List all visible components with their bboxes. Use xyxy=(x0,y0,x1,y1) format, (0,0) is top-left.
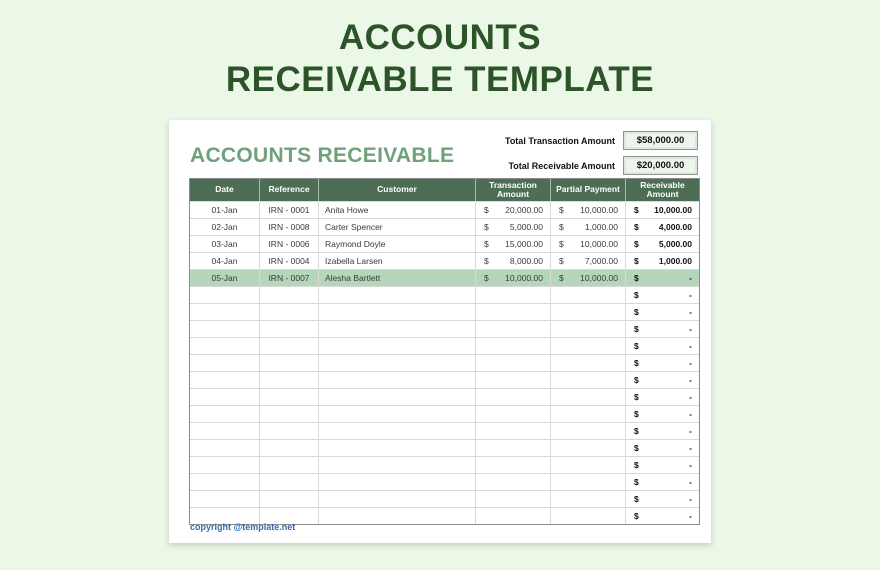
receivable-amount-cell[interactable] xyxy=(626,372,699,388)
transaction-amount-cell[interactable] xyxy=(476,423,551,439)
total-transaction-value[interactable]: $58,000.00 xyxy=(623,131,698,150)
currency-symbol: $ xyxy=(484,239,489,249)
partial-payment-cell[interactable] xyxy=(551,457,626,473)
receivable-amount-cell[interactable] xyxy=(626,440,699,456)
transaction-amount-cell[interactable] xyxy=(476,287,551,303)
total-receivable-value[interactable]: $20,000.00 xyxy=(623,156,698,175)
partial-payment-cell[interactable] xyxy=(551,253,626,269)
amount-value: - xyxy=(689,426,692,436)
reference-cell[interactable] xyxy=(260,355,319,371)
receivable-amount-cell[interactable] xyxy=(626,287,699,303)
amount-value: - xyxy=(689,409,692,419)
page-title xyxy=(0,17,880,101)
table-row[interactable] xyxy=(190,473,699,490)
reference-cell[interactable] xyxy=(260,440,319,456)
date-cell[interactable] xyxy=(190,406,260,422)
partial-payment-cell[interactable] xyxy=(551,508,626,524)
transaction-amount-cell[interactable] xyxy=(476,270,551,286)
customer-cell[interactable] xyxy=(319,474,476,490)
customer-cell[interactable]: Izabella Larsen xyxy=(319,253,476,269)
transaction-amount-cell[interactable] xyxy=(476,491,551,507)
reference-cell[interactable]: IRN - 0008 xyxy=(260,219,319,235)
customer-cell[interactable] xyxy=(319,423,476,439)
customer-cell[interactable] xyxy=(319,491,476,507)
reference-cell[interactable] xyxy=(260,457,319,473)
currency-symbol: $ xyxy=(484,222,489,232)
receivable-amount-cell[interactable] xyxy=(626,270,699,286)
currency-symbol: $ xyxy=(634,324,639,334)
amount-value: - xyxy=(689,273,692,283)
partial-payment-cell[interactable] xyxy=(551,270,626,286)
amount-value: 4,000.00 xyxy=(658,222,692,232)
customer-cell[interactable] xyxy=(319,440,476,456)
receivable-amount-cell[interactable] xyxy=(626,202,699,218)
column-header: Receivable Amount xyxy=(640,179,685,199)
date-cell[interactable] xyxy=(190,389,260,405)
table-row[interactable] xyxy=(190,354,699,371)
customer-cell[interactable] xyxy=(319,304,476,320)
reference-cell[interactable]: IRN - 0007 xyxy=(260,270,319,286)
date-cell[interactable] xyxy=(190,338,260,354)
summary-panel xyxy=(505,131,698,181)
partial-payment-cell[interactable] xyxy=(551,389,626,405)
receivable-amount-cell[interactable] xyxy=(626,406,699,422)
date-cell[interactable] xyxy=(190,355,260,371)
reference-cell[interactable] xyxy=(260,491,319,507)
currency-symbol: $ xyxy=(634,511,639,521)
date-cell[interactable] xyxy=(190,491,260,507)
currency-symbol: $ xyxy=(634,273,639,283)
partial-payment-cell[interactable] xyxy=(551,202,626,218)
date-cell[interactable]: 04-Jan xyxy=(190,253,260,269)
table-row[interactable] xyxy=(190,201,699,218)
currency-symbol: $ xyxy=(559,222,564,232)
amount-value: 1,000.00 xyxy=(658,256,692,266)
amount-value: - xyxy=(689,307,692,317)
partial-payment-cell[interactable] xyxy=(551,491,626,507)
currency-symbol: $ xyxy=(484,205,489,215)
table-row[interactable] xyxy=(190,303,699,320)
table-row[interactable] xyxy=(190,490,699,507)
currency-symbol: $ xyxy=(634,205,639,215)
customer-cell[interactable] xyxy=(319,457,476,473)
transaction-amount-cell[interactable] xyxy=(476,508,551,524)
customer-cell[interactable]: Anita Howe xyxy=(319,202,476,218)
customer-cell[interactable] xyxy=(319,355,476,371)
date-cell[interactable]: 02-Jan xyxy=(190,219,260,235)
transaction-amount-cell[interactable] xyxy=(476,355,551,371)
receivable-amount-cell[interactable] xyxy=(626,253,699,269)
amount-value: - xyxy=(689,341,692,351)
reference-cell[interactable] xyxy=(260,423,319,439)
amount-value: 10,000.00 xyxy=(580,205,618,215)
receivable-amount-cell[interactable] xyxy=(626,491,699,507)
amount-value: - xyxy=(689,511,692,521)
customer-cell[interactable]: Alesha Bartlett xyxy=(319,270,476,286)
reference-cell[interactable] xyxy=(260,389,319,405)
receivable-amount-cell[interactable] xyxy=(626,338,699,354)
transaction-amount-cell[interactable] xyxy=(476,406,551,422)
amount-value: - xyxy=(689,358,692,368)
currency-symbol: $ xyxy=(634,460,639,470)
currency-symbol: $ xyxy=(634,290,639,300)
transaction-amount-cell[interactable] xyxy=(476,321,551,337)
amount-value: - xyxy=(689,375,692,385)
table-row[interactable] xyxy=(190,405,699,422)
table-row[interactable] xyxy=(190,337,699,354)
reference-cell[interactable]: IRN - 0004 xyxy=(260,253,319,269)
currency-symbol: $ xyxy=(559,273,564,283)
currency-symbol: $ xyxy=(634,375,639,385)
amount-value: 10,000.00 xyxy=(580,273,618,283)
sheet-heading: ACCOUNTS RECEIVABLE xyxy=(190,144,455,167)
currency-symbol: $ xyxy=(634,222,639,232)
amount-value: 20,000.00 xyxy=(505,205,543,215)
table-row[interactable] xyxy=(190,269,699,286)
receivable-amount-cell[interactable] xyxy=(626,236,699,252)
currency-symbol: $ xyxy=(634,392,639,402)
transaction-amount-cell[interactable] xyxy=(476,219,551,235)
amount-value: - xyxy=(689,443,692,453)
column-header: Customer xyxy=(319,179,476,201)
table-row[interactable] xyxy=(190,371,699,388)
reference-cell[interactable] xyxy=(260,474,319,490)
date-cell[interactable] xyxy=(190,372,260,388)
currency-symbol: $ xyxy=(634,443,639,453)
table-body xyxy=(190,201,699,524)
transaction-amount-cell[interactable] xyxy=(476,338,551,354)
reference-cell[interactable] xyxy=(260,338,319,354)
currency-symbol: $ xyxy=(559,256,564,266)
transaction-amount-cell[interactable] xyxy=(476,440,551,456)
currency-symbol: $ xyxy=(484,256,489,266)
customer-cell[interactable] xyxy=(319,287,476,303)
partial-payment-cell[interactable] xyxy=(551,440,626,456)
copyright-link[interactable]: copyright @template.net xyxy=(190,522,296,532)
partial-payment-cell[interactable] xyxy=(551,355,626,371)
amount-value: 7,000.00 xyxy=(584,256,618,266)
total-receivable-row xyxy=(505,156,698,175)
partial-payment-cell[interactable] xyxy=(551,287,626,303)
partial-payment-cell[interactable] xyxy=(551,338,626,354)
amount-value: 1,000.00 xyxy=(584,222,618,232)
reference-cell[interactable] xyxy=(260,406,319,422)
table-header-row xyxy=(190,179,699,201)
table-row[interactable] xyxy=(190,252,699,269)
partial-payment-cell[interactable] xyxy=(551,236,626,252)
customer-cell[interactable] xyxy=(319,389,476,405)
transaction-amount-cell[interactable] xyxy=(476,389,551,405)
currency-symbol: $ xyxy=(634,494,639,504)
partial-payment-cell[interactable] xyxy=(551,321,626,337)
total-transaction-label: Total Transaction Amount xyxy=(504,135,615,146)
partial-payment-cell[interactable] xyxy=(551,474,626,490)
currency-symbol: $ xyxy=(559,205,564,215)
amount-value: 5,000.00 xyxy=(509,222,543,232)
table-row[interactable] xyxy=(190,439,699,456)
currency-symbol: $ xyxy=(484,273,489,283)
currency-symbol: $ xyxy=(559,239,564,249)
amount-value: - xyxy=(689,392,692,402)
amount-value: 10,000.00 xyxy=(580,239,618,249)
receivable-amount-cell[interactable] xyxy=(626,355,699,371)
table-row[interactable] xyxy=(190,286,699,303)
table-row[interactable] xyxy=(190,235,699,252)
customer-cell[interactable] xyxy=(319,338,476,354)
column-header: Transaction Amount xyxy=(476,179,551,201)
transaction-amount-cell[interactable] xyxy=(476,202,551,218)
date-cell[interactable]: 01-Jan xyxy=(190,202,260,218)
amount-value: - xyxy=(689,494,692,504)
customer-cell[interactable] xyxy=(319,406,476,422)
customer-cell[interactable] xyxy=(319,508,476,524)
receivable-amount-cell[interactable] xyxy=(626,457,699,473)
reference-cell[interactable]: IRN - 0001 xyxy=(260,202,319,218)
currency-symbol: $ xyxy=(634,426,639,436)
receivable-amount-cell[interactable] xyxy=(626,423,699,439)
receivable-amount-cell[interactable] xyxy=(626,321,699,337)
date-cell[interactable] xyxy=(190,304,260,320)
transaction-amount-cell[interactable] xyxy=(476,474,551,490)
currency-symbol: $ xyxy=(634,256,639,266)
receivable-amount-cell[interactable] xyxy=(626,474,699,490)
currency-symbol: $ xyxy=(634,358,639,368)
reference-cell[interactable]: IRN - 0006 xyxy=(260,236,319,252)
table-row[interactable] xyxy=(190,422,699,439)
accounts-receivable-table xyxy=(189,178,700,525)
customer-cell[interactable] xyxy=(319,321,476,337)
table-row[interactable] xyxy=(190,320,699,337)
column-header: Date xyxy=(190,179,260,201)
reference-cell[interactable] xyxy=(260,304,319,320)
transaction-amount-cell[interactable] xyxy=(476,236,551,252)
partial-payment-cell[interactable] xyxy=(551,406,626,422)
amount-value: 10,000.00 xyxy=(505,273,543,283)
reference-cell[interactable] xyxy=(260,321,319,337)
currency-symbol: $ xyxy=(634,409,639,419)
table-row[interactable] xyxy=(190,218,699,235)
amount-value: 8,000.00 xyxy=(509,256,543,266)
receivable-amount-cell[interactable] xyxy=(626,219,699,235)
page-title-line1: ACCOUNTS xyxy=(338,18,542,57)
date-cell[interactable] xyxy=(190,423,260,439)
amount-value: - xyxy=(689,290,692,300)
amount-value: - xyxy=(689,460,692,470)
currency-symbol: $ xyxy=(634,307,639,317)
amount-value: 10,000.00 xyxy=(654,205,692,215)
column-header: Partial Payment xyxy=(551,179,626,201)
customer-cell[interactable]: Carter Spencer xyxy=(319,219,476,235)
date-cell[interactable]: 05-Jan xyxy=(190,270,260,286)
amount-value: 15,000.00 xyxy=(505,239,543,249)
currency-symbol: $ xyxy=(634,239,639,249)
currency-symbol: $ xyxy=(634,341,639,351)
receivable-amount-cell[interactable] xyxy=(626,389,699,405)
partial-payment-cell[interactable] xyxy=(551,304,626,320)
transaction-amount-cell[interactable] xyxy=(476,253,551,269)
customer-cell[interactable] xyxy=(319,372,476,388)
amount-value: 5,000.00 xyxy=(658,239,692,249)
column-header: Reference xyxy=(260,179,319,201)
date-cell[interactable] xyxy=(190,457,260,473)
table-row[interactable] xyxy=(190,388,699,405)
partial-payment-cell[interactable] xyxy=(551,423,626,439)
customer-cell[interactable]: Raymond Doyle xyxy=(319,236,476,252)
total-transaction-row xyxy=(505,131,698,150)
table-row[interactable] xyxy=(190,456,699,473)
transaction-amount-cell[interactable] xyxy=(476,372,551,388)
currency-symbol: $ xyxy=(634,477,639,487)
page-title-line2: RECEIVABLE TEMPLATE xyxy=(225,60,655,99)
partial-payment-cell[interactable] xyxy=(551,372,626,388)
receivable-amount-cell[interactable] xyxy=(626,304,699,320)
worksheet-card xyxy=(169,120,711,543)
date-cell[interactable] xyxy=(190,474,260,490)
total-receivable-label: Total Receivable Amount xyxy=(508,160,615,171)
date-cell[interactable] xyxy=(190,321,260,337)
transaction-amount-cell[interactable] xyxy=(476,457,551,473)
date-cell[interactable]: 03-Jan xyxy=(190,236,260,252)
amount-value: - xyxy=(689,477,692,487)
date-cell[interactable] xyxy=(190,287,260,303)
reference-cell[interactable] xyxy=(260,372,319,388)
transaction-amount-cell[interactable] xyxy=(476,304,551,320)
partial-payment-cell[interactable] xyxy=(551,219,626,235)
amount-value: - xyxy=(689,324,692,334)
date-cell[interactable] xyxy=(190,440,260,456)
receivable-amount-cell[interactable] xyxy=(626,508,699,524)
reference-cell[interactable] xyxy=(260,287,319,303)
